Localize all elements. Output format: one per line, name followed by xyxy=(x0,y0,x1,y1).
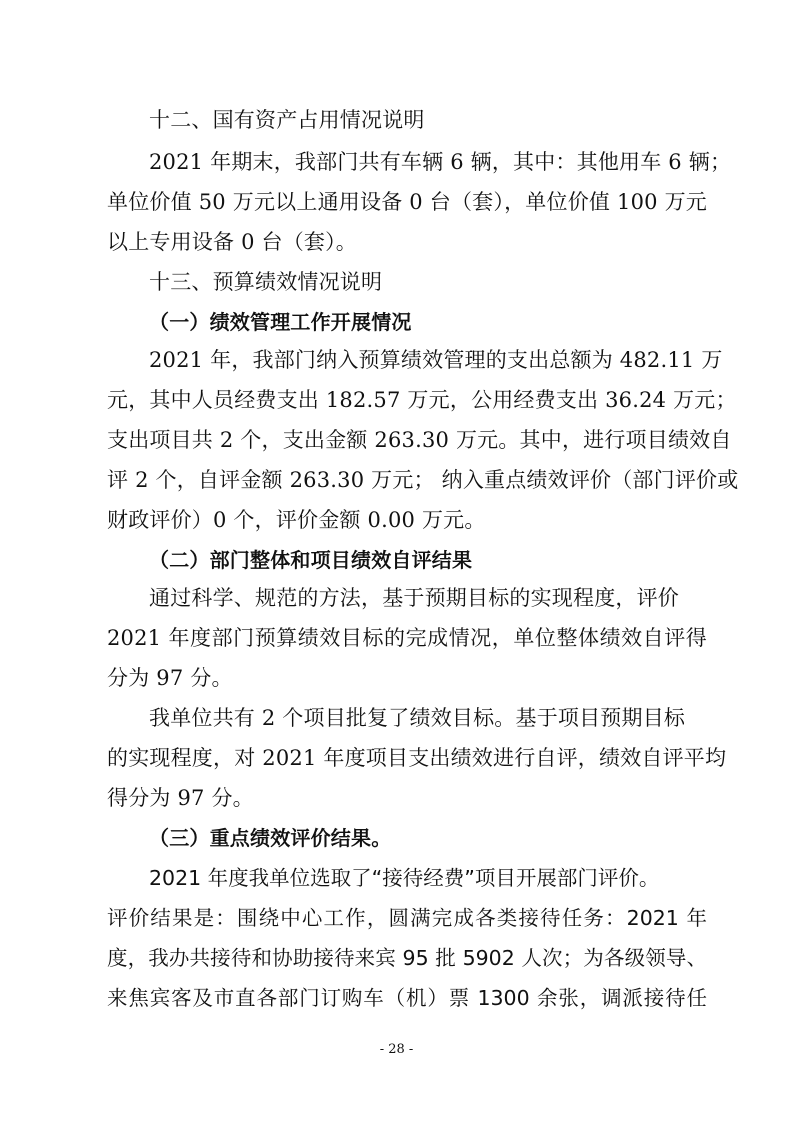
paragraph-line: 2021 年，我部门纳入预算绩效管理的支出总额为 482.11 万 xyxy=(149,348,723,372)
subsection-heading-1: （一）绩效管理工作开展情况 xyxy=(149,310,412,334)
paragraph-line: 度，我办共接待和协助接待来宾 95 批 5902 人次；为各级领导、 xyxy=(107,946,707,970)
paragraph-line: 支出项目共 2 个，支出金额 263.30 万元。其中，进行项目绩效自 xyxy=(107,428,732,452)
paragraph-line: 评价结果是：围绕中心工作，圆满完成各类接待任务：2021 年 xyxy=(107,906,707,930)
paragraph-line: 分为 97 分。 xyxy=(107,666,233,690)
page-number: - 28 - xyxy=(379,1042,414,1057)
subsection-heading-2: （二）部门整体和项目绩效自评结果 xyxy=(149,548,473,572)
section-heading-13: 十三、预算绩效情况说明 xyxy=(149,270,383,294)
paragraph-line: 得分为 97 分。 xyxy=(107,786,254,810)
paragraph-line: 的实现程度，对 2021 年度项目支出绩效进行自评，绩效自评平均 xyxy=(107,746,727,770)
paragraph-line: 元，其中人员经费支出 182.57 万元，公用经费支出 36.24 万元； xyxy=(107,388,737,412)
paragraph-line: 评 2 个，自评金额 263.30 万元； 纳入重点绩效评价（部门评价或 xyxy=(107,468,739,492)
paragraph-line: 财政评价）0 个，评价金额 0.00 万元。 xyxy=(107,508,486,532)
paragraph-line: 来焦宾客及市直各部门订购车（机）票 1300 余张，调派接待任 xyxy=(107,986,707,1010)
paragraph-line: 单位价值 50 万元以上通用设备 0 台（套），单位价值 100 万元 xyxy=(107,190,707,214)
paragraph-line: 2021 年度部门预算绩效目标的完成情况，单位整体绩效自评得 xyxy=(107,626,707,650)
paragraph-line: 通过科学、规范的方法，基于预期目标的实现程度，评价 xyxy=(149,586,679,610)
paragraph-line: 2021 年度我单位选取了“接待经费”项目开展部门评价。 xyxy=(149,866,660,890)
paragraph-line: 以上专用设备 0 台（套）。 xyxy=(107,230,358,254)
section-heading-12: 十二、国有资产占用情况说明 xyxy=(149,108,425,132)
subsection-heading-3: （三）重点绩效评价结果。 xyxy=(149,826,392,850)
paragraph-line: 2021 年期末，我部门共有车辆 6 辆，其中：其他用车 6 辆； xyxy=(149,150,732,174)
paragraph-line: 我单位共有 2 个项目批复了绩效目标。基于项目预期目标 xyxy=(149,706,686,730)
